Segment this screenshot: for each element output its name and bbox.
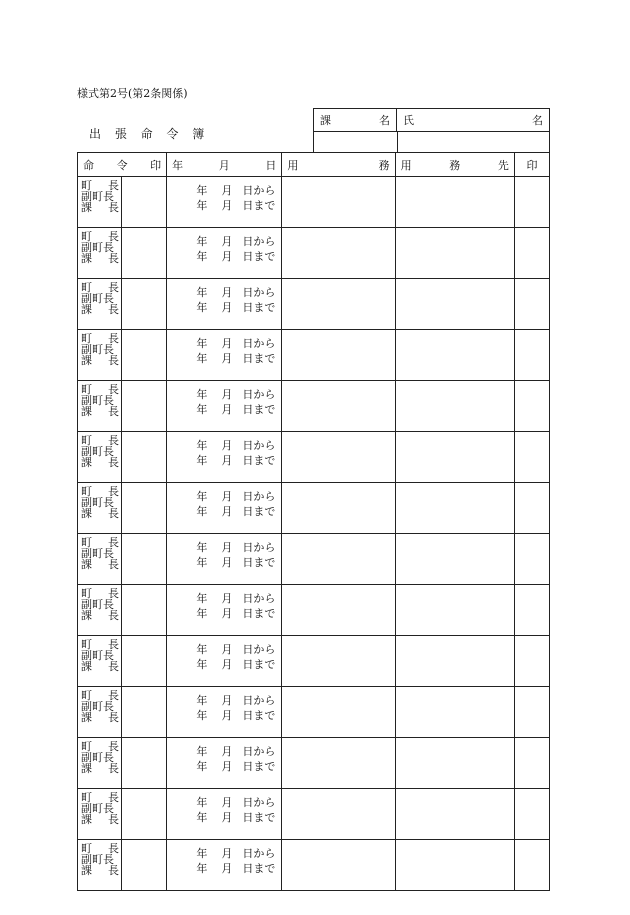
stamp-cell[interactable] bbox=[514, 279, 549, 330]
approval-stamp-cell[interactable] bbox=[122, 228, 167, 279]
purpose-cell[interactable] bbox=[282, 687, 395, 738]
destination-cell[interactable] bbox=[395, 585, 514, 636]
table-row bbox=[78, 177, 550, 228]
destination-cell[interactable] bbox=[395, 789, 514, 840]
table-row bbox=[78, 330, 550, 381]
table-row bbox=[78, 279, 550, 330]
table-row bbox=[78, 483, 550, 534]
page-title: 出 張 命 令 簿 bbox=[89, 127, 205, 141]
destination-cell[interactable] bbox=[395, 381, 514, 432]
date-range-cell[interactable]: 年 月 日から 年 月 日まで bbox=[167, 738, 282, 789]
destination-cell[interactable] bbox=[395, 330, 514, 381]
header-youmusaki: 用 務 先 bbox=[395, 153, 514, 177]
date-range-cell[interactable]: 年 月 日から 年 月 日まで bbox=[167, 840, 282, 891]
purpose-cell[interactable] bbox=[282, 789, 395, 840]
approver-labels: 町 長 副町長 課 長 bbox=[78, 432, 122, 483]
approver-labels: 町 長 副町長 課 長 bbox=[78, 534, 122, 585]
header-youmu: 用 務 bbox=[282, 153, 395, 177]
purpose-cell[interactable] bbox=[282, 585, 395, 636]
date-range-cell[interactable]: 年 月 日から 年 月 日まで bbox=[167, 330, 282, 381]
stamp-cell[interactable] bbox=[514, 738, 549, 789]
stamp-cell[interactable] bbox=[514, 534, 549, 585]
approval-stamp-cell[interactable] bbox=[122, 687, 167, 738]
stamp-cell[interactable] bbox=[514, 840, 549, 891]
stamp-cell[interactable] bbox=[514, 381, 549, 432]
section-name-field[interactable] bbox=[314, 131, 398, 153]
approver-labels: 町 長 副町長 課 長 bbox=[78, 789, 122, 840]
approver-labels: 町 長 副町長 課 長 bbox=[78, 687, 122, 738]
table-row bbox=[78, 228, 550, 279]
approver-labels: 町 長 副町長 課 長 bbox=[78, 840, 122, 891]
table-row bbox=[78, 687, 550, 738]
destination-cell[interactable] bbox=[395, 279, 514, 330]
purpose-cell[interactable] bbox=[282, 534, 395, 585]
purpose-cell[interactable] bbox=[282, 840, 395, 891]
purpose-cell[interactable] bbox=[282, 432, 395, 483]
header-meirei-in: 命 令 印 bbox=[78, 153, 167, 177]
date-range-cell[interactable]: 年 月 日から 年 月 日まで bbox=[167, 687, 282, 738]
purpose-cell[interactable] bbox=[282, 177, 395, 228]
approver-labels: 町 長 副町長 課 長 bbox=[78, 585, 122, 636]
destination-cell[interactable] bbox=[395, 177, 514, 228]
header-row bbox=[314, 109, 549, 132]
stamp-cell[interactable] bbox=[514, 330, 549, 381]
header-box bbox=[313, 108, 550, 152]
approval-stamp-cell[interactable] bbox=[122, 483, 167, 534]
approval-stamp-cell[interactable] bbox=[122, 381, 167, 432]
purpose-cell[interactable] bbox=[282, 228, 395, 279]
approval-stamp-cell[interactable] bbox=[122, 279, 167, 330]
table-row bbox=[78, 789, 550, 840]
stamp-cell[interactable] bbox=[514, 432, 549, 483]
stamp-cell[interactable] bbox=[514, 636, 549, 687]
person-name-label: 氏 名 bbox=[403, 114, 543, 127]
destination-cell[interactable] bbox=[395, 840, 514, 891]
date-range-cell[interactable]: 年 月 日から 年 月 日まで bbox=[167, 789, 282, 840]
date-range-cell[interactable]: 年 月 日から 年 月 日まで bbox=[167, 585, 282, 636]
purpose-cell[interactable] bbox=[282, 483, 395, 534]
approval-stamp-cell[interactable] bbox=[122, 738, 167, 789]
approver-labels: 町 長 副町長 課 長 bbox=[78, 330, 122, 381]
destination-cell[interactable] bbox=[395, 534, 514, 585]
approver-labels: 町 長 副町長 課 長 bbox=[78, 279, 122, 330]
approver-labels: 町 長 副町長 課 長 bbox=[78, 228, 122, 279]
approver-labels: 町 長 副町長 課 長 bbox=[78, 381, 122, 432]
date-range-cell[interactable]: 年 月 日から 年 月 日まで bbox=[167, 534, 282, 585]
table-header-row bbox=[78, 153, 550, 177]
date-range-cell[interactable]: 年 月 日から 年 月 日まで bbox=[167, 177, 282, 228]
table-row bbox=[78, 840, 550, 891]
destination-cell[interactable] bbox=[395, 483, 514, 534]
date-range-cell[interactable]: 年 月 日から 年 月 日まで bbox=[167, 279, 282, 330]
table-row bbox=[78, 585, 550, 636]
stamp-cell[interactable] bbox=[514, 228, 549, 279]
table-row bbox=[78, 432, 550, 483]
purpose-cell[interactable] bbox=[282, 330, 395, 381]
date-range-cell[interactable]: 年 月 日から 年 月 日まで bbox=[167, 636, 282, 687]
destination-cell[interactable] bbox=[395, 432, 514, 483]
stamp-cell[interactable] bbox=[514, 687, 549, 738]
stamp-cell[interactable] bbox=[514, 789, 549, 840]
table-row bbox=[78, 381, 550, 432]
date-range-cell[interactable]: 年 月 日から 年 月 日まで bbox=[167, 228, 282, 279]
approver-labels: 町 長 副町長 課 長 bbox=[78, 177, 122, 228]
approval-stamp-cell[interactable] bbox=[122, 636, 167, 687]
destination-cell[interactable] bbox=[395, 687, 514, 738]
header-date: 年 月 日 bbox=[167, 153, 282, 177]
business-trip-table bbox=[77, 152, 550, 891]
table-row bbox=[78, 534, 550, 585]
purpose-cell[interactable] bbox=[282, 279, 395, 330]
approval-stamp-cell[interactable] bbox=[122, 432, 167, 483]
approval-stamp-cell[interactable] bbox=[122, 840, 167, 891]
purpose-cell[interactable] bbox=[282, 738, 395, 789]
approver-labels: 町 長 副町長 課 長 bbox=[78, 636, 122, 687]
date-range-cell[interactable]: 年 月 日から 年 月 日まで bbox=[167, 432, 282, 483]
approval-stamp-cell[interactable] bbox=[122, 330, 167, 381]
approver-labels: 町 長 副町長 課 長 bbox=[78, 738, 122, 789]
date-range-cell[interactable]: 年 月 日から 年 月 日まで bbox=[167, 483, 282, 534]
stamp-cell[interactable] bbox=[514, 585, 549, 636]
form-label: 様式第2号(第2条関係) bbox=[77, 87, 188, 100]
stamp-cell[interactable] bbox=[514, 177, 549, 228]
approval-stamp-cell[interactable] bbox=[122, 585, 167, 636]
table-row bbox=[78, 738, 550, 789]
date-range-cell[interactable]: 年 月 日から 年 月 日まで bbox=[167, 381, 282, 432]
approval-stamp-cell[interactable] bbox=[122, 534, 167, 585]
table-row bbox=[78, 636, 550, 687]
approver-labels: 町 長 副町長 課 長 bbox=[78, 483, 122, 534]
approval-stamp-cell[interactable] bbox=[122, 177, 167, 228]
header-in: 印 bbox=[514, 153, 549, 177]
purpose-cell[interactable] bbox=[282, 636, 395, 687]
destination-cell[interactable] bbox=[395, 228, 514, 279]
destination-cell[interactable] bbox=[395, 636, 514, 687]
purpose-cell[interactable] bbox=[282, 381, 395, 432]
approval-stamp-cell[interactable] bbox=[122, 789, 167, 840]
stamp-cell[interactable] bbox=[514, 483, 549, 534]
destination-cell[interactable] bbox=[395, 738, 514, 789]
section-name-label: 課 名 bbox=[314, 109, 397, 131]
